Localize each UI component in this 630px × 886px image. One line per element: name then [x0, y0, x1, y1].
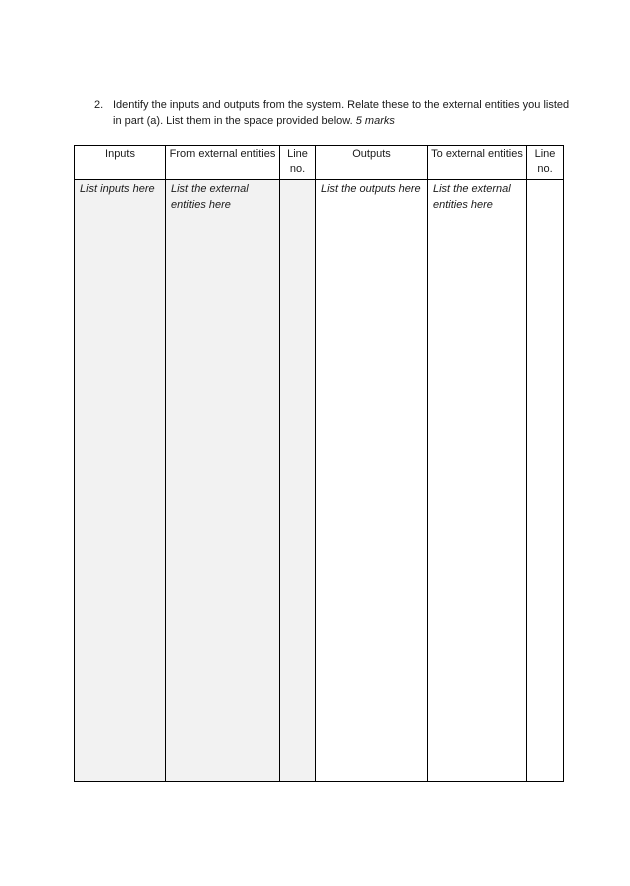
line-no-outputs-cell[interactable] [527, 180, 564, 782]
header-to-external-entities: To external entities [428, 146, 527, 180]
line-no-inputs-cell[interactable] [280, 180, 316, 782]
question-marks: 5 marks [355, 115, 395, 127]
header-inputs: Inputs [75, 146, 166, 180]
question-block [94, 97, 574, 129]
question-text-block [113, 97, 574, 129]
table-body-row [75, 180, 564, 782]
inputs-cell[interactable]: List inputs here [75, 180, 166, 782]
from-entities-cell[interactable]: List the external entities here [166, 180, 280, 782]
to-entities-cell[interactable]: List the external entities here [428, 180, 527, 782]
header-line-no-outputs: Line no. [527, 146, 564, 180]
header-from-external-entities: From external entities [166, 146, 280, 180]
table-header-row [75, 146, 564, 180]
header-line-no-inputs: Line no. [280, 146, 316, 180]
header-outputs: Outputs [316, 146, 428, 180]
question-number: 2. [94, 99, 104, 111]
question-text: Identify the inputs and outputs from the system. Relate these to the external entities you listed in part (a). List them in the space provided below. [113, 99, 570, 127]
io-table [74, 145, 564, 782]
outputs-cell[interactable]: List the outputs here [316, 180, 428, 782]
